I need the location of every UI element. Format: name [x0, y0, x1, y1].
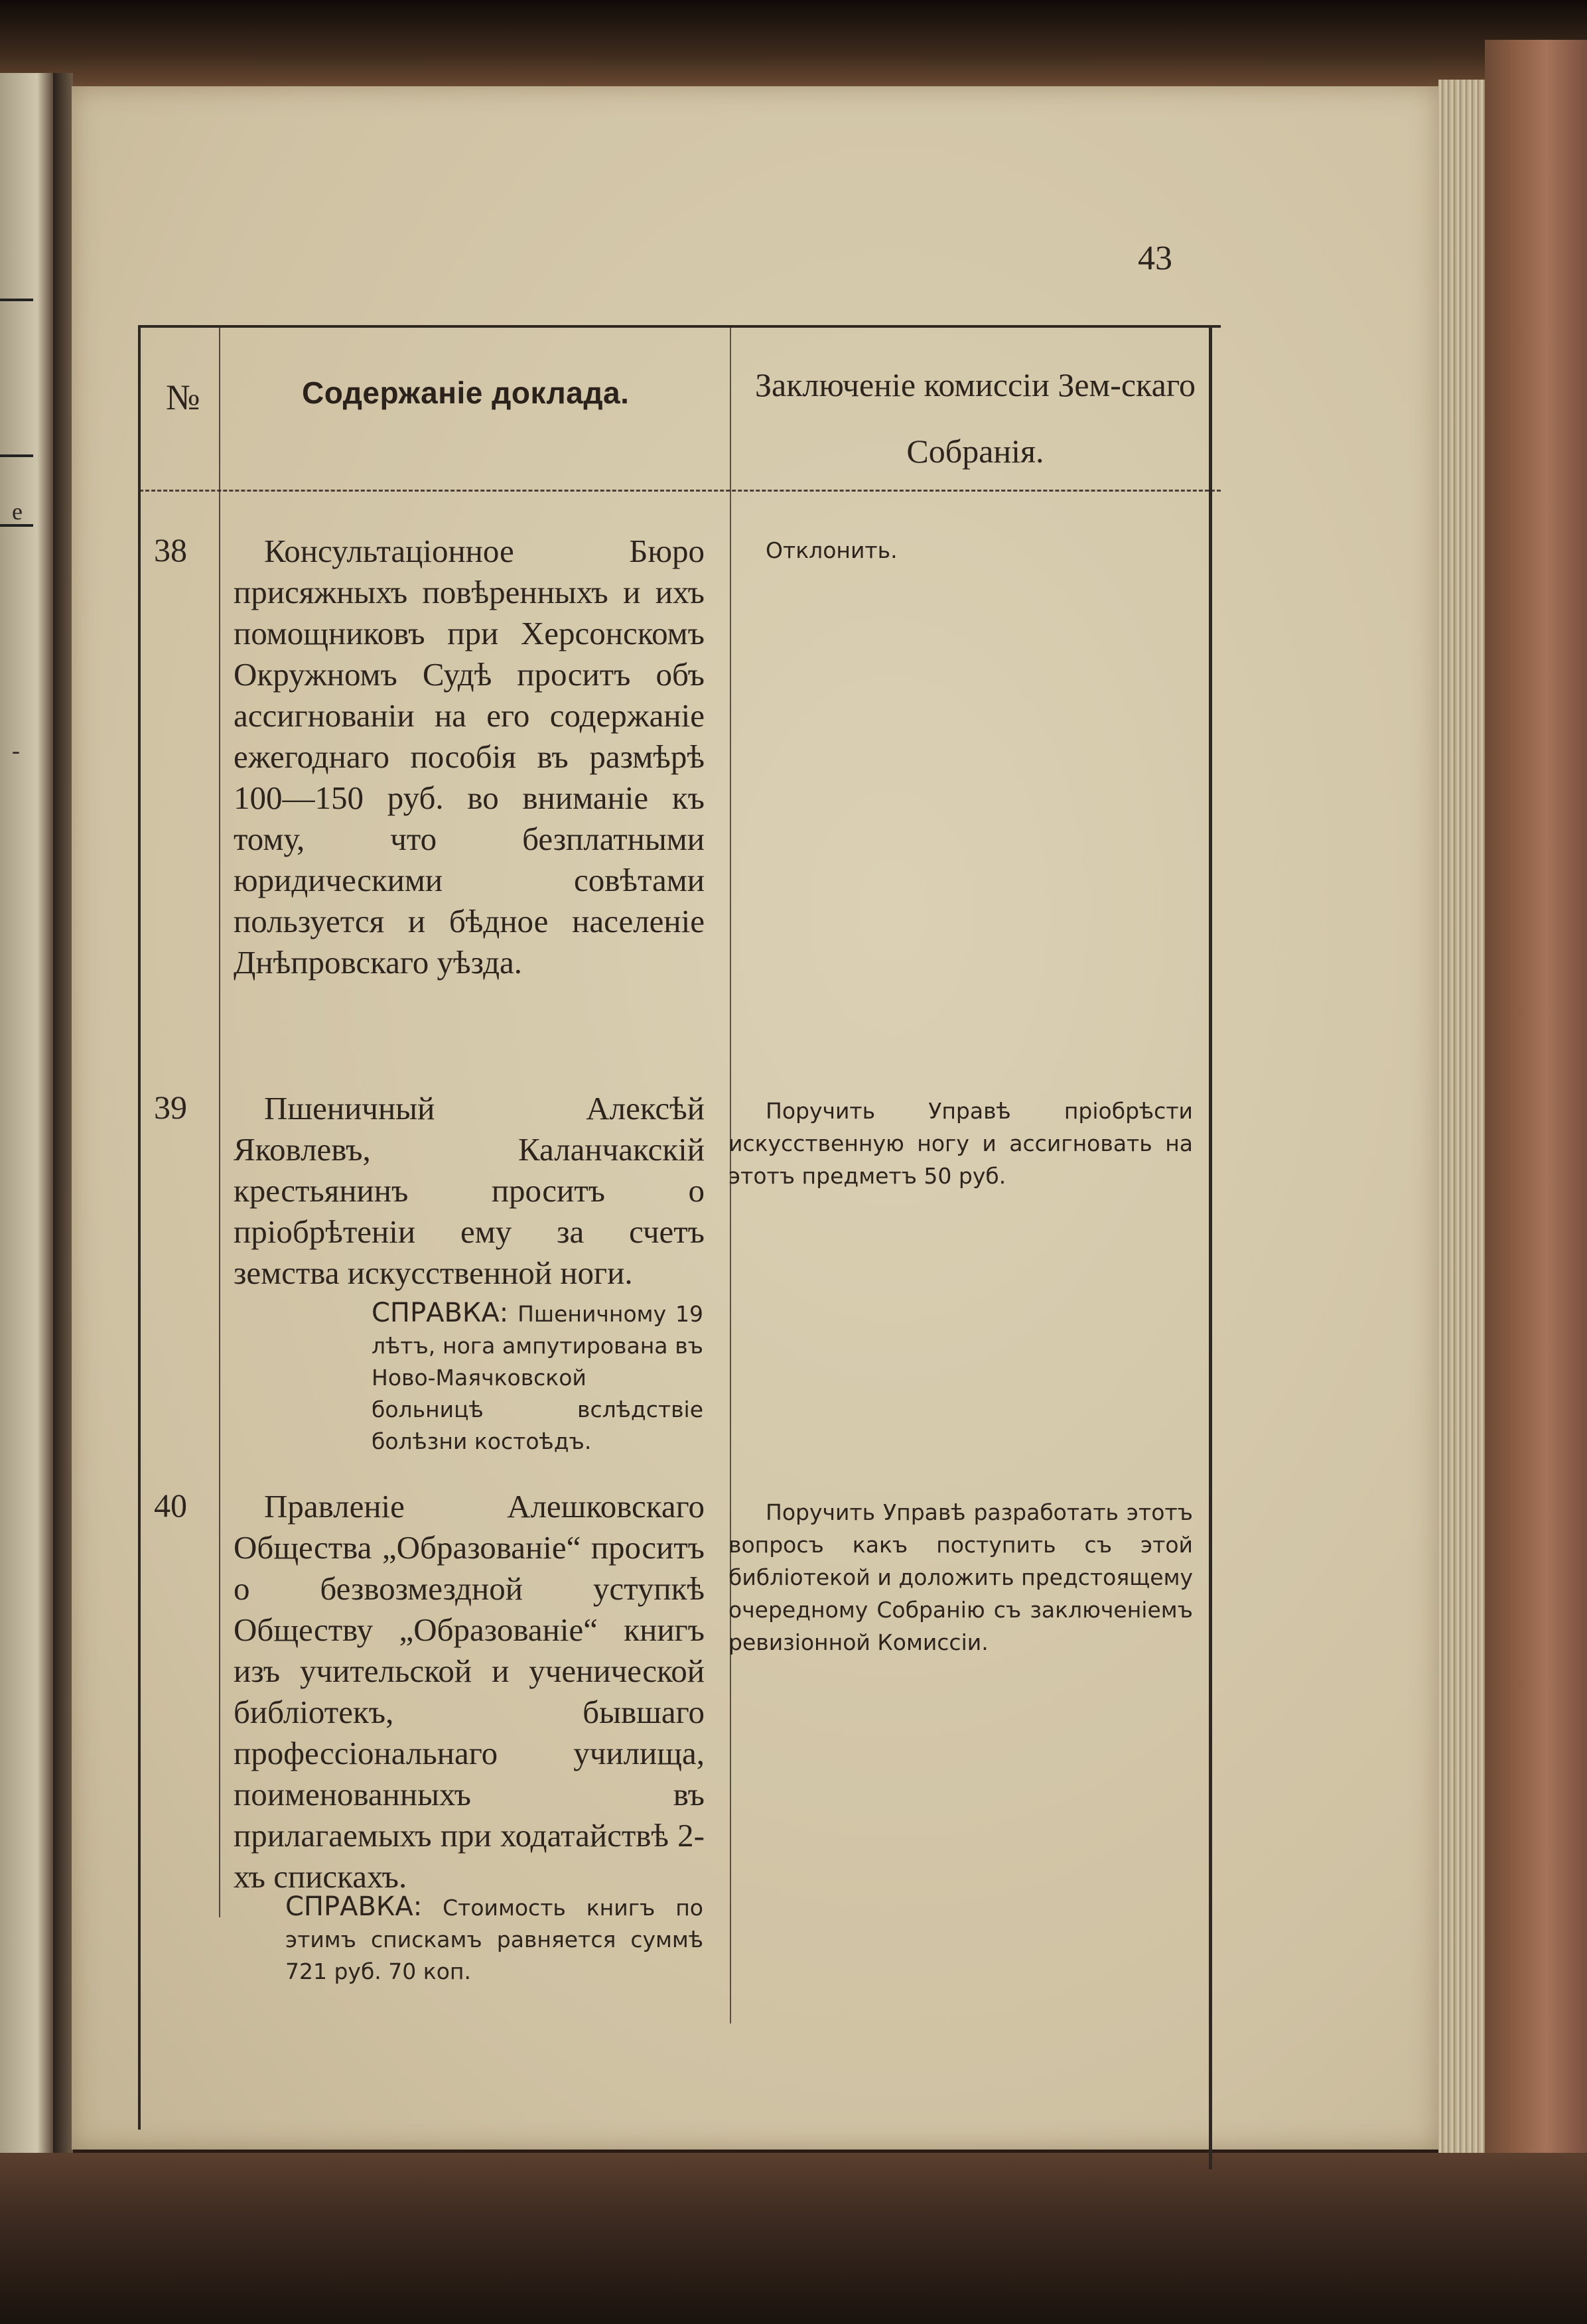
- header-number: №: [166, 377, 200, 417]
- row-request: Правленіе Алешковскаго Общества „Образованіе“ проситъ о безвозмездной уступкѣ Обществу „Образованіе“ книгъ изъ учительской и ученической библіотекъ, бывшаго профессіональнаго училища, поименованныхъ въ прилагаемыхъ при ходатайствѣ 2-хъ спискахъ.: [234, 1488, 705, 1895]
- left-page-mark: -: [12, 737, 20, 764]
- book-bottom-edge: [0, 2153, 1587, 2324]
- row-request: Пшеничный Алексѣй Яковлевъ, Каланчакскій крестьянинъ проситъ о пріобрѣтеніи ему за счетъ земства искусственной ноги.: [234, 1090, 705, 1291]
- header-content: Содержаніе доклада.: [302, 376, 630, 410]
- page-number: 43: [1138, 239, 1172, 277]
- column-divider-number: [219, 325, 220, 1917]
- note-text: Стоимость книгъ по этимъ спискамъ равняется суммѣ 721 руб. 70 коп.: [285, 1895, 703, 1984]
- table-right-border: [1209, 325, 1212, 2169]
- row-number: 38: [154, 531, 187, 569]
- left-page-mark: e: [12, 498, 23, 525]
- note-text: Пшеничному 19 лѣтъ, нога ампутирована въ Ново-Маячковской больницѣ вслѣдствіе болѣзни костоѣдъ.: [372, 1301, 703, 1454]
- left-page-rule: [0, 454, 33, 457]
- note-label: СПРАВКА:: [372, 1298, 509, 1328]
- table-left-border: [138, 325, 141, 2130]
- row-request: Консультаціонное Бюро присяжныхъ повѣренныхъ и ихъ помощниковъ при Херсонскомъ Окружномъ Судѣ проситъ объ ассигнованіи на его содержаніе ежегоднаго пособія въ размѣрѣ 100—150 руб. во вниманіе къ тому, что безплатными юридическими совѣтами пользуется и бѣдное населеніе Днѣпровскаго уѣзда.: [234, 533, 705, 981]
- row-conclusion: Поручить Управѣ пріобрѣсти искусственную ногу и ассигновать на этотъ предметъ 50 руб.: [728, 1098, 1193, 1189]
- book-cover: [1485, 40, 1587, 2324]
- row-note: [372, 1297, 703, 1458]
- book-spine: [53, 73, 73, 2156]
- row-number: 40: [154, 1487, 187, 1524]
- row-number: 39: [154, 1089, 187, 1126]
- header-conclusion: Заключеніе комиссіи Зем-скаго Собранія.: [754, 366, 1196, 470]
- left-page-rule: [0, 299, 33, 301]
- note-label: СПРАВКА:: [285, 1891, 423, 1922]
- header-divider: [139, 490, 1221, 492]
- row-conclusion: Отклонить.: [766, 537, 898, 563]
- row-conclusion: Поручить Управѣ разработать этотъ вопросъ какъ поступить съ этой библіотекой и доложить предстоящему очередному Собранію съ заключеніемъ ревизіонной Комиссіи.: [728, 1499, 1193, 1655]
- table-top-rule: [139, 325, 1221, 328]
- book-top-edge: [0, 0, 1587, 100]
- left-page-fragment: [0, 73, 53, 2156]
- page-edges: [1438, 80, 1485, 2169]
- row-note: [285, 1891, 703, 1988]
